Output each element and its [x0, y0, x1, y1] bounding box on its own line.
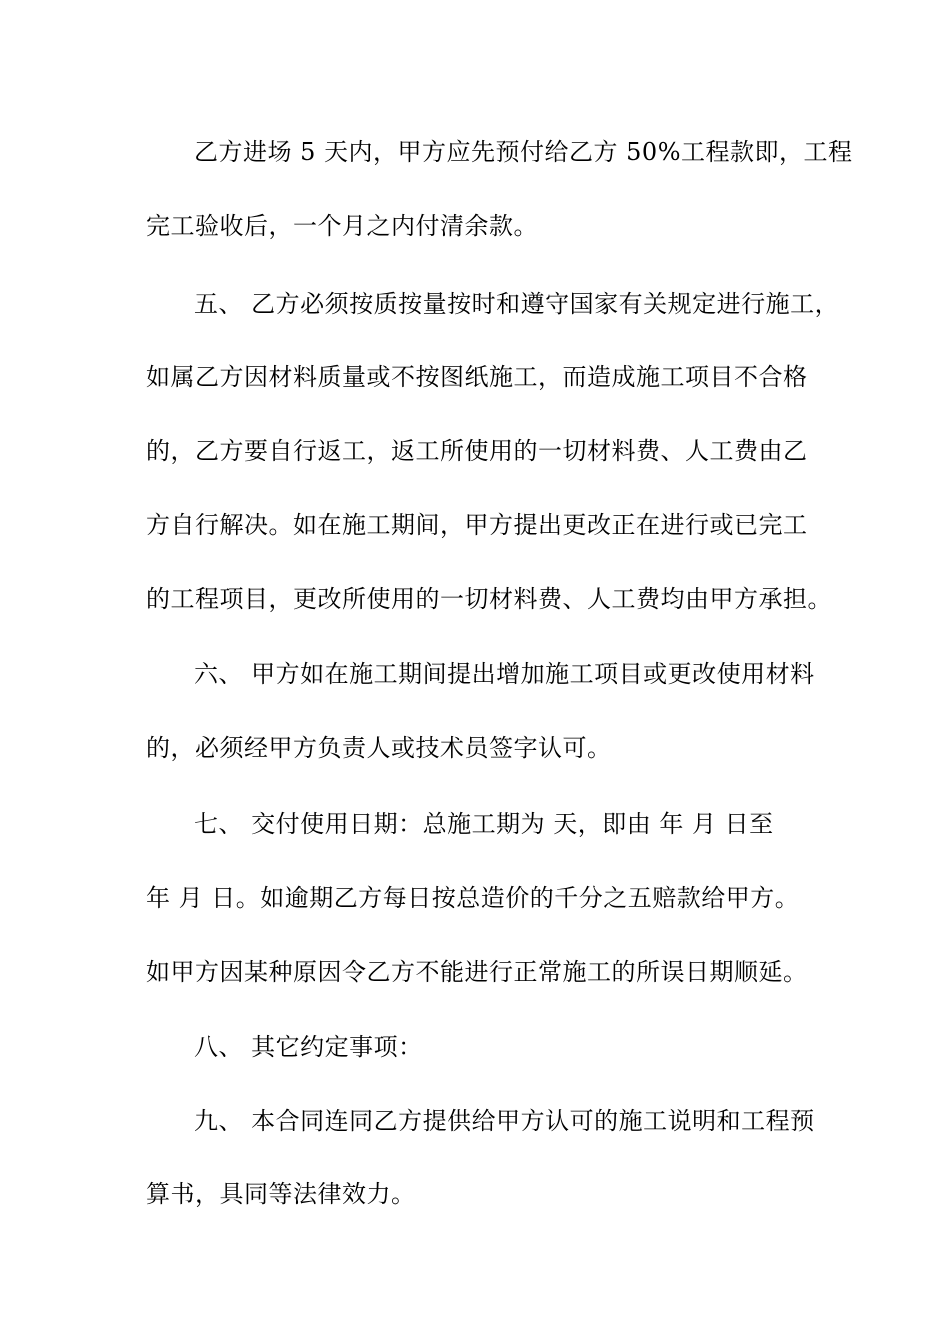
text-line: 算书，具同等法律效力。: [146, 1180, 416, 1208]
clause-five-heading-line: 五、 乙方必须按质按量按时和遵守国家有关规定进行施工，: [194, 290, 840, 318]
clause-eight-heading-line: 八、 其它约定事项：: [194, 1033, 423, 1061]
clause-nine-heading-line: 九、 本合同连同乙方提供给甲方认可的施工说明和工程预: [194, 1107, 815, 1135]
text-line: 的工程项目，更改所使用的一切材料费、人工费均由甲方承担。: [146, 585, 832, 613]
text-line: 的，必须经甲方负责人或技术员签字认可。: [146, 734, 612, 762]
text-line: 方自行解决。如在施工期间，甲方提出更改正在进行或已完工: [146, 511, 808, 539]
text-line: 年 月 日。如逾期乙方每日按总造价的千分之五赔款给甲方。: [146, 884, 800, 912]
text-line: 完工验收后，一个月之内付清余款。: [146, 212, 538, 240]
text-line: 的，乙方要自行返工，返工所使用的一切材料费、人工费由乙: [146, 437, 808, 465]
text-line: 如属乙方因材料质量或不按图纸施工，而造成施工项目不合格: [146, 363, 808, 391]
text-line: 乙方进场 5 天内，甲方应先预付给乙方 50%工程款即，工程: [194, 138, 853, 166]
clause-six-heading-line: 六、 甲方如在施工期间提出增加施工项目或更改使用材料: [194, 660, 815, 688]
text-line: 如甲方因某种原因令乙方不能进行正常施工的所误日期顺延。: [146, 958, 808, 986]
clause-seven-heading-line: 七、 交付使用日期：总施工期为 天，即由 年 月 日至: [194, 810, 774, 838]
